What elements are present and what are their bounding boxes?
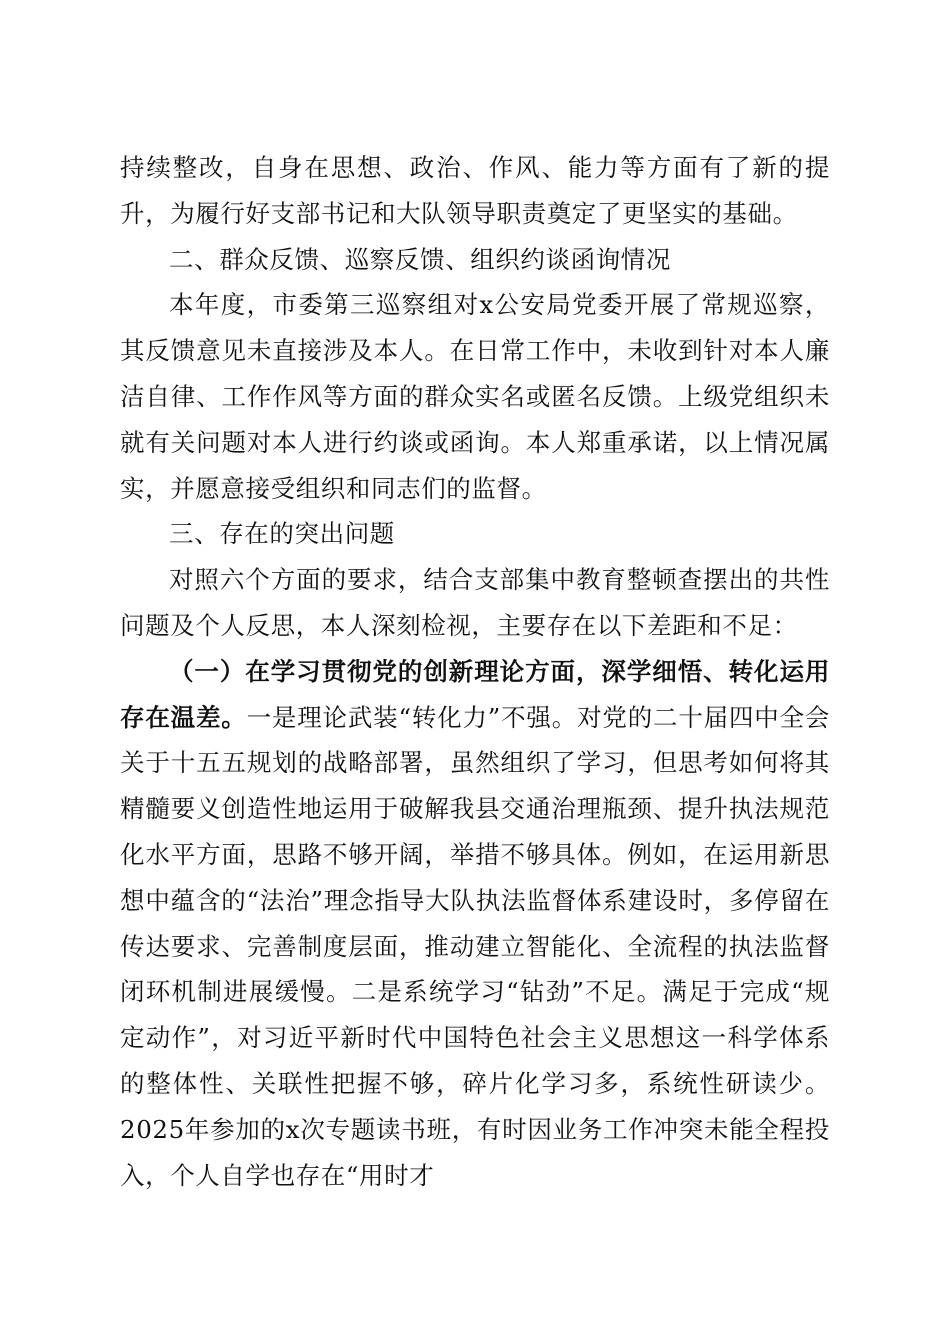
sub-heading-1: （一）在学习贯彻党的创新理论方面，深学细悟、转化运用存在温差。 xyxy=(120,656,830,732)
paragraph-continuation: 持续整改，自身在思想、政治、作风、能力等方面有了新的提升，为履行好支部书记和大队领导职责奠定了更坚实的基础。 xyxy=(120,153,830,228)
document-body xyxy=(120,145,830,1198)
section-heading-2: 二、群众反馈、巡察反馈、组织约谈函询情况 xyxy=(169,244,671,274)
paragraph-feedback: 本年度，市委第三巡察组对x公安局党委开展了常规巡察，其反馈意见未直接涉及本人。在日常工作中，未收到针对本人廉洁自律、工作作风等方面的群众实名或匿名反馈。上级党组织未就有关问题对本人进行约谈或函询。本人郑重承诺，以上情况属实，并愿意接受组织和同志们的监督。 xyxy=(120,290,830,503)
paragraph-problem-1 xyxy=(120,649,830,1199)
paragraph-intro-problems: 对照六个方面的要求，结合支部集中教育整顿查摆出的共性问题及个人反思，本人深刻检视，主要存在以下差距和不足： xyxy=(120,565,830,640)
section-heading-3: 三、存在的突出问题 xyxy=(169,519,395,549)
paragraph-problem-1-text: 一是理论武装“转化力”不强。对党的二十届四中全会关于十五五规划的战略部署，虽然组织了学习，但思考如何将其精髓要义创造性地运用于破解我县交通治理瓶颈、提升执法规范化水平方面，思路不够开阔，举措不够具体。例如，在运用新思想中蕴含的“法治”理念指导大队执法监督体系建设时，多停留在传达要求、完善制度层面，推动建立智能化、全流程的执法监督闭环机制进展缓慢。二是系统学习“钻劲”不足。满足于完成“规定动作”，对习近平新时代中国特色社会主义思想这一科学体系的整体性、关联性把握不够，碎片化学习多，系统性研读少。2025年参加的x次专题读书班，有时因业务工作冲突未能全程投入，个人自学也存在“用时才 xyxy=(120,702,831,1190)
